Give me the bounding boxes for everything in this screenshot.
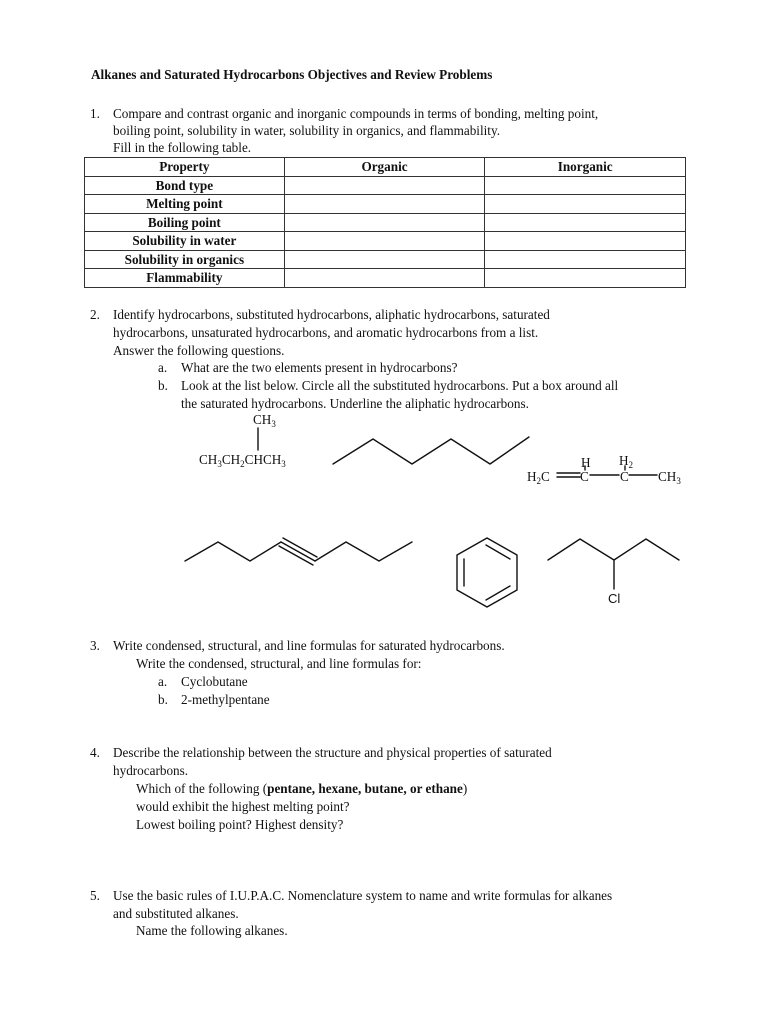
row-label: Bond type <box>85 176 285 195</box>
q1-line2: boiling point, solubility in water, solubility in organics, and flammability. <box>113 123 501 138</box>
page-title: Alkanes and Saturated Hydrocarbons Objectives and Review Problems <box>91 67 493 82</box>
row-label: Melting point <box>85 195 285 214</box>
q2-a-text: What are the two elements present in hydrocarbons? <box>181 360 458 375</box>
s1-condensed-formula: $CH_3CH_2CHCH_3$ <box>199 452 286 469</box>
q5-number: 5. <box>90 888 100 903</box>
s3-c2-label: C <box>620 469 629 484</box>
row-label: Boiling point <box>85 213 285 232</box>
row-label: Flammability <box>85 269 285 288</box>
s3-c1-label: C <box>580 469 589 484</box>
benzene-ring <box>457 538 517 607</box>
q2-instruction: Answer the following questions. <box>113 343 285 358</box>
q1-number: 1. <box>90 106 100 121</box>
hexane-skeletal <box>333 437 529 464</box>
s1-methyl-label: $CH_3$ <box>253 412 276 429</box>
benzene-inner-bond-2 <box>486 586 510 600</box>
q1-instruction: Fill in the following table. <box>113 140 252 155</box>
alkyne-triple-2 <box>283 538 317 557</box>
q2-b-line2: the saturated hydrocarbons. Underline the aliphatic hydrocarbons. <box>181 396 529 411</box>
q2-a-marker: a. <box>158 360 168 375</box>
q5-instruction: Name the following alkanes. <box>136 923 288 938</box>
header-organic: Organic <box>284 158 485 177</box>
q2-number: 2. <box>90 307 100 322</box>
q5-line2: and substituted alkanes. <box>113 906 239 921</box>
q2-b-line1: Look at the list below. Circle all the substituted hydrocarbons. Put a box around all <box>181 378 619 393</box>
s3-h-label: H <box>581 455 591 470</box>
row-label: Solubility in organics <box>85 250 285 269</box>
q3-a-marker: a. <box>158 674 168 689</box>
alkyne-triple-3 <box>279 546 313 565</box>
s3-h2-label: $H_2$ <box>619 453 634 470</box>
q2-b-marker: b. <box>158 378 168 393</box>
q3-number: 3. <box>90 638 100 653</box>
row-label: Solubility in water <box>85 232 285 251</box>
alkyne-left-chain <box>185 542 281 561</box>
benzene-inner-bond-1 <box>486 545 510 559</box>
q2-line1: Identify hydrocarbons, substituted hydrocarbons, aliphatic hydrocarbons, saturated <box>113 307 550 322</box>
q3-b-marker: b. <box>158 692 168 707</box>
header-inorganic: Inorganic <box>485 158 686 177</box>
q4-boiling-line: Lowest boiling point? Highest density? <box>136 817 344 832</box>
q4-line1: Describe the relationship between the structure and physical properties of saturated <box>113 745 552 760</box>
s3-ch3-label: $CH_3$ <box>658 469 681 486</box>
q3-instruction: Write the condensed, structural, and line formulas for: <box>136 656 422 671</box>
q4-number: 4. <box>90 745 100 760</box>
s3-h2c-label: $H_2C$ <box>527 469 550 486</box>
q3-line1: Write condensed, structural, and line formulas for saturated hydrocarbons. <box>113 638 505 653</box>
alkyne-triple-1 <box>281 542 315 561</box>
q3-a-text: Cyclobutane <box>181 674 248 689</box>
q4-melting-line: would exhibit the highest melting point? <box>136 799 350 814</box>
q5-line1: Use the basic rules of I.U.P.A.C. Nomenclature system to name and write formulas for alkanes <box>113 888 613 903</box>
q4-which-line: Which of the following (pentane, hexane, butane, or ethane) <box>136 781 468 796</box>
q4-line2: hydrocarbons. <box>113 763 189 778</box>
chloropentane-chain <box>548 539 679 560</box>
q1-line1: Compare and contrast organic and inorganic compounds in terms of bonding, melting point, <box>113 106 599 121</box>
q2-line2: hydrocarbons, unsaturated hydrocarbons, and aromatic hydrocarbons from a list. <box>113 325 539 340</box>
chloro-label: Cl <box>608 591 621 606</box>
alkyne-right-chain <box>315 542 412 561</box>
header-property: Property <box>85 158 285 177</box>
q3-b-text: 2-methylpentane <box>181 692 270 707</box>
